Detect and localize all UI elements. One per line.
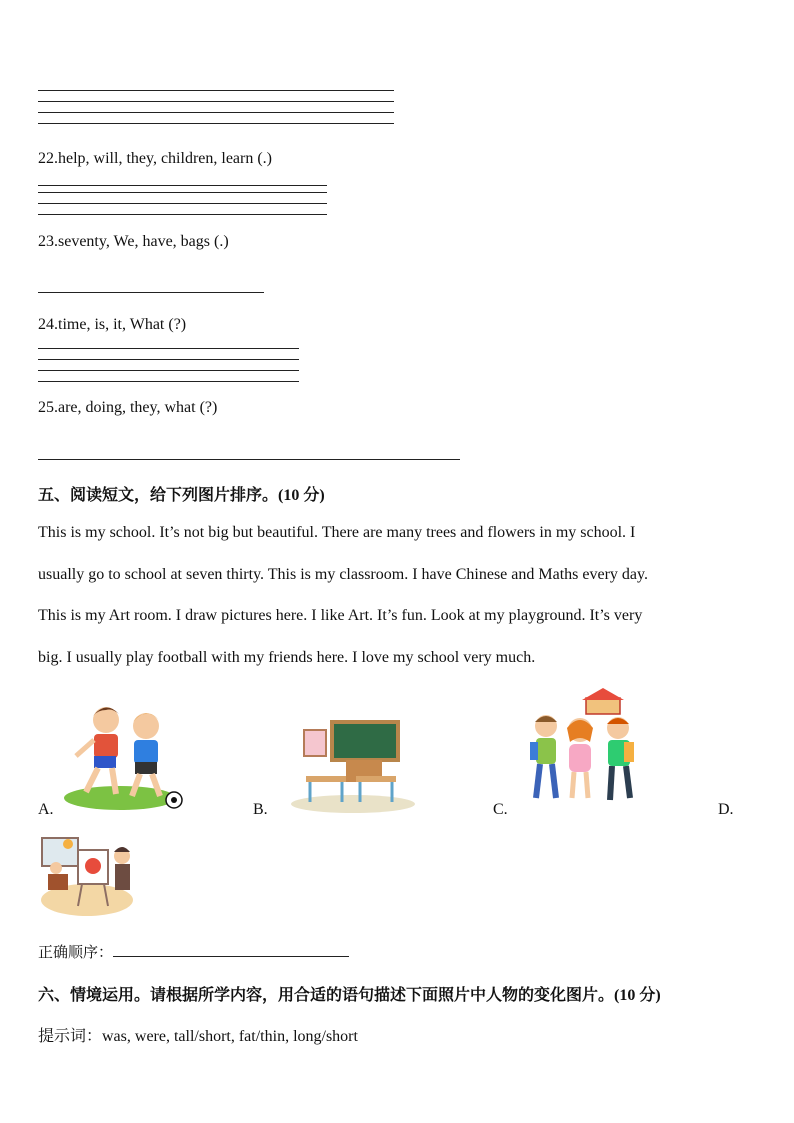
question-25: 25.are, doing, they, what (?) [38, 399, 218, 416]
picture-art-room [38, 830, 136, 922]
correct-order-answer-line[interactable] [113, 940, 349, 957]
answer-line [38, 112, 394, 113]
passage-line: This is my school. It’s not big but beautiful. There are many trees and flowers in my school. I [38, 524, 636, 541]
passage-line: usually go to school at seven thirty. This is my classroom. I have Chinese and Maths every day. [38, 566, 648, 583]
picture-children-to-school [524, 686, 644, 810]
answer-line [38, 292, 264, 293]
section-5-title: 五、阅读短文，给下列图片排序。(10 分) [38, 487, 325, 504]
answer-line [38, 185, 327, 186]
answer-line [38, 370, 299, 371]
question-23: 23.seventy, We, have, bags (.) [38, 233, 229, 250]
answer-line [38, 381, 299, 382]
option-d-label: D. [718, 801, 734, 818]
answer-line [38, 101, 394, 102]
section-6-title: 六、情境运用。请根据所学内容，用合适的语句描述下面照片中人物的变化图片。(10 分) [38, 987, 661, 1004]
answer-line [38, 348, 299, 349]
option-c-label: C. [493, 801, 508, 818]
option-a-label: A. [38, 801, 54, 818]
answer-line [38, 90, 394, 91]
option-b-label: B. [253, 801, 268, 818]
answer-line [38, 359, 299, 360]
picture-football-boys [60, 700, 186, 814]
answer-line [38, 192, 327, 193]
question-24: 24.time, is, it, What (?) [38, 316, 187, 333]
answer-line [38, 214, 327, 215]
picture-classroom [290, 718, 416, 814]
answer-line [38, 203, 327, 204]
answer-line [38, 123, 394, 124]
passage-line: big. I usually play football with my friends here. I love my school very much. [38, 649, 536, 666]
section-6-hint: 提示词：was, were, tall/short, fat/thin, long/short [38, 1028, 358, 1045]
answer-line [38, 459, 460, 460]
question-22: 22.help, will, they, children, learn (.) [38, 150, 272, 167]
passage-line: This is my Art room. I draw pictures here. I like Art. It’s fun. Look at my playground. It’s very [38, 607, 643, 624]
correct-order-label: 正确顺序： [38, 943, 114, 961]
correct-order [38, 940, 349, 962]
